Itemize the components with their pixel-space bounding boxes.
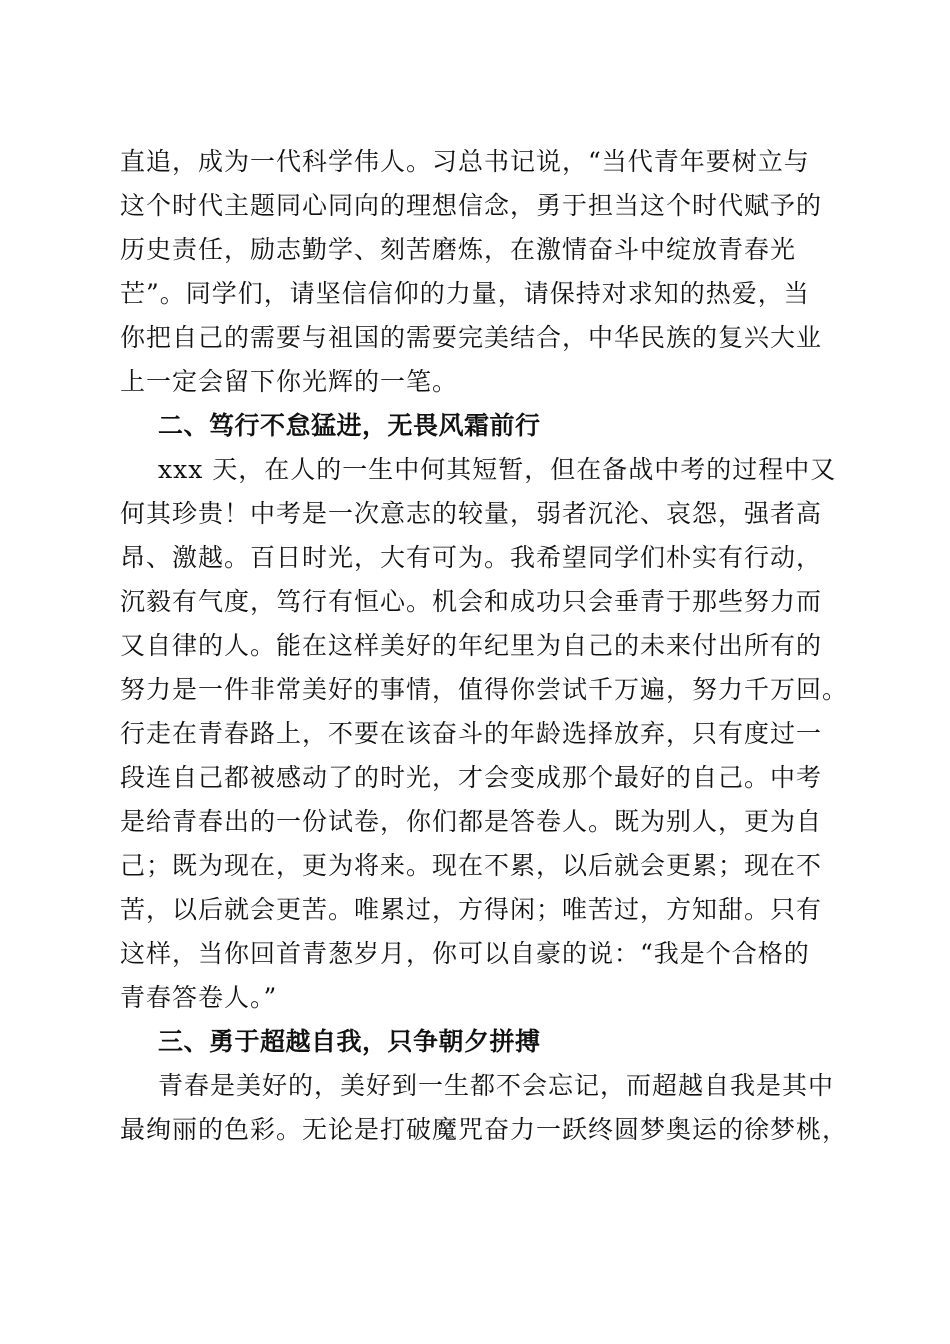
text-line: xxx 天，在人的一生中何其短暂，但在备战中考的过程中又 bbox=[158, 455, 837, 484]
text-line: 直追，成为一代科学伟人。习总书记说，“当代青年要树立与 bbox=[120, 147, 810, 176]
paragraph-2 bbox=[120, 448, 849, 1020]
document-body bbox=[120, 140, 849, 1152]
text-line: 你把自己的需要与祖国的需要完美结合，中华民族的复兴大业 bbox=[120, 323, 823, 352]
text-line: 行走在青春路上，不要在该奋斗的年龄选择放弃，只有度过一 bbox=[120, 719, 823, 748]
text-line: 上一定会留下你光辉的一笔。 bbox=[120, 367, 459, 396]
text-line: 己；既为现在，更为将来。现在不累，以后就会更累；现在不 bbox=[120, 851, 823, 880]
text-line: 最绚丽的色彩。无论是打破魔咒奋力一跃终圆梦奥运的徐梦桃， bbox=[120, 1115, 849, 1144]
text-line: 苦，以后就会更苦。唯累过，方得闲；唯苦过，方知甜。只有 bbox=[120, 895, 823, 924]
text-line: 又自律的人。能在这样美好的年纪里为自己的未来付出所有的 bbox=[120, 631, 823, 660]
text-line: 芒”。同学们，请坚信信仰的力量，请保持对求知的热爱，当 bbox=[120, 279, 810, 308]
text-line: 努力是一件非常美好的事情，值得你尝试千万遍，努力千万回。 bbox=[120, 675, 849, 704]
text-line: 何其珍贵！中考是一次意志的较量，弱者沉沦、哀怨，强者高 bbox=[120, 499, 823, 528]
text-line: 青春是美好的，美好到一生都不会忘记，而超越自我是其中 bbox=[158, 1071, 835, 1100]
text-line: 段连自己都被感动了的时光，才会变成那个最好的自己。中考 bbox=[120, 763, 823, 792]
text-line: 昂、激越。百日时光，大有可为。我希望同学们朴实有行动， bbox=[120, 543, 823, 572]
text-line: 这个时代主题同心同向的理想信念，勇于担当这个时代赋予的 bbox=[120, 191, 823, 220]
section-heading-2: 二、笃行不怠猛进，无畏风霜前行 bbox=[158, 411, 541, 440]
section-heading-3: 三、勇于超越自我，只争朝夕拼搏 bbox=[158, 1027, 541, 1056]
paragraph-3 bbox=[120, 1064, 849, 1152]
text-line: 历史责任，励志勤学、刻苦磨炼，在激情奋斗中绽放青春光 bbox=[120, 235, 797, 264]
text-line: 沉毅有气度，笃行有恒心。机会和成功只会垂青于那些努力而 bbox=[120, 587, 823, 616]
text-line: 是给青春出的一份试卷，你们都是答卷人。既为别人，更为自 bbox=[120, 807, 823, 836]
text-line: 青春答卷人。” bbox=[120, 983, 278, 1012]
text-line: 这样，当你回首青葱岁月，你可以自豪的说：“我是个合格的 bbox=[120, 939, 810, 968]
paragraph-1 bbox=[120, 140, 840, 404]
